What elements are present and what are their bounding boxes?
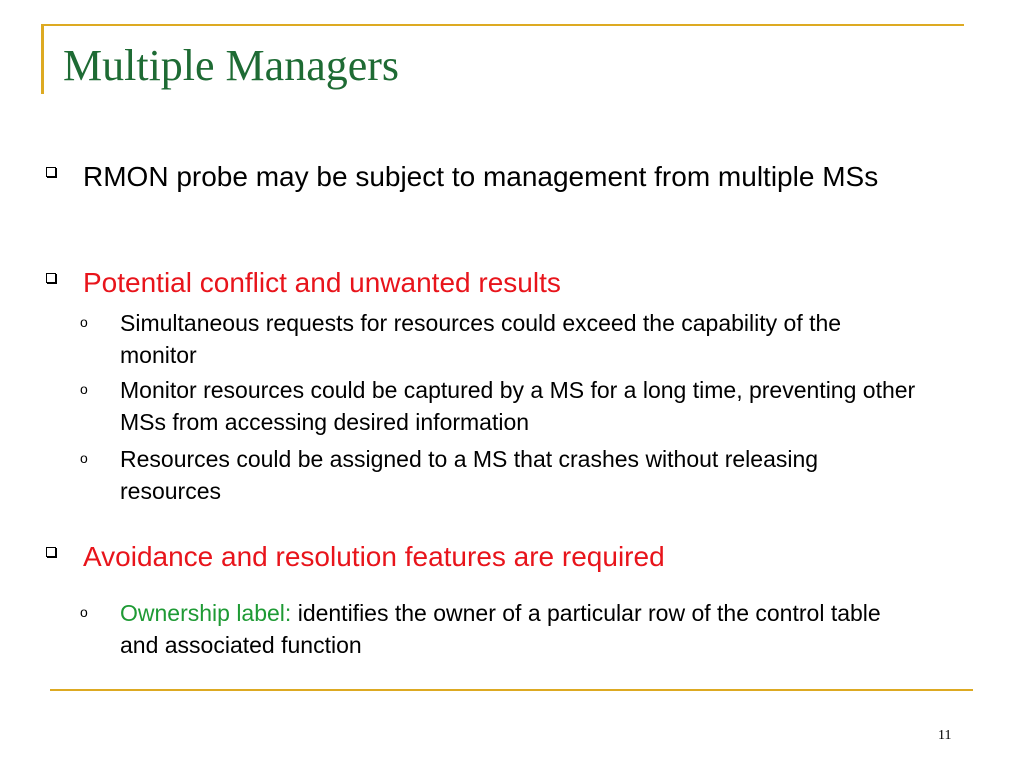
- circle-bullet-icon: o: [80, 450, 88, 466]
- square-bullet-icon: [46, 167, 56, 177]
- slide-title: Multiple Managers: [63, 41, 400, 90]
- accent-line-bottom: [50, 689, 973, 691]
- bullet-text: Potential conflict and unwanted results: [83, 267, 561, 298]
- bullet-text: Avoidance and resolution features are required: [83, 541, 665, 572]
- sub-bullet-text: Resources could be assigned to a MS that crashes without releasing resources: [120, 446, 819, 504]
- circle-bullet-icon: o: [80, 604, 88, 620]
- bullet-text: RMON probe may be subject to management from multiple MSs: [83, 161, 879, 192]
- circle-bullet-icon: o: [80, 314, 88, 330]
- sub-bullet-text: Monitor resources could be captured by a MS for a long time, preventing other MSs from accessing desired information: [120, 377, 916, 435]
- square-bullet-icon: [46, 273, 56, 283]
- sub-bullet-text: Simultaneous requests for resources could exceed the capability of the monitor: [120, 310, 842, 368]
- ownership-description: identifies the owner of a particular row of the control table and associated function: [120, 600, 881, 658]
- circle-bullet-icon: o: [80, 381, 88, 397]
- square-bullet-icon: [46, 547, 56, 557]
- accent-line-vertical: [41, 24, 44, 94]
- sub-bullet-text: [120, 597, 920, 661]
- ownership-label: Ownership label:: [120, 600, 292, 626]
- page-number: 11: [938, 728, 952, 743]
- accent-line-top: [41, 24, 964, 26]
